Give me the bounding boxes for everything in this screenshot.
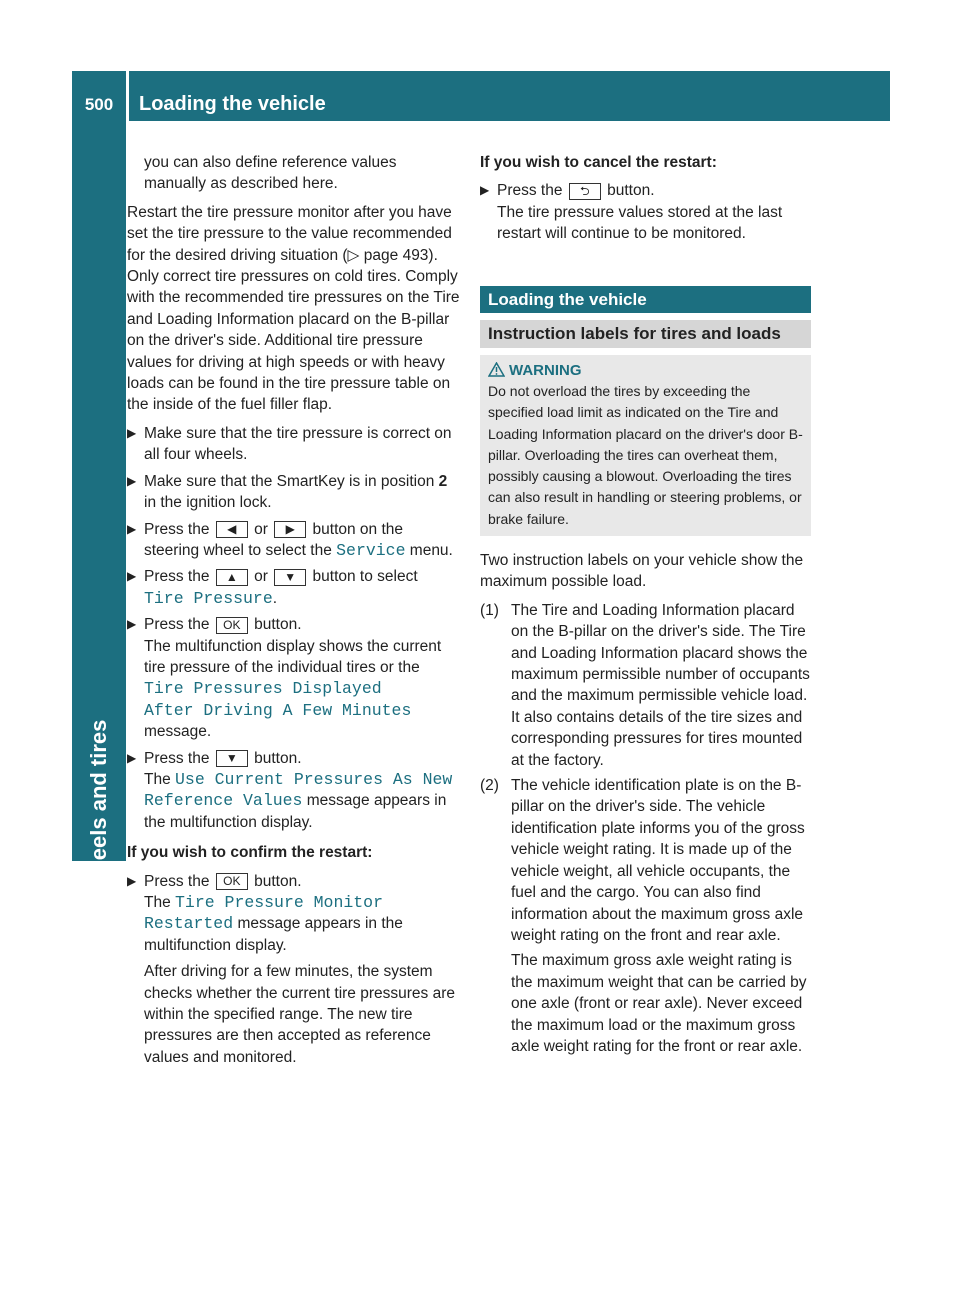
step-arrow-icon: ▶: [127, 521, 137, 536]
warning-title: WARNING: [509, 361, 582, 379]
section-tab: [72, 121, 126, 895]
step-press-down: ▶ Press the ▼ button. The Use Current Pressures As New Reference Values message appears in the multifunction display.: [127, 749, 453, 831]
display-message-restarted: Tire Pressure Monitor: [175, 893, 383, 912]
subsection-title: Instruction labels for tires and loads: [480, 320, 811, 348]
step-arrow-icon: ▶: [480, 183, 490, 198]
after-driving-paragraph: After driving for a few minutes, the system checks whether the current tire pressures are within the specified range. The new tire pressures are then accepted as reference values and monitored.: [144, 963, 455, 1066]
list-item: (1) The Tire and Loading Information placard on the B-pillar on the driver's side. The Tire and Loading Information placard shows the maximum permissible number of occupants and the maximum permissible vehicle load. It also contains details of the tire sizes and corresponding pressures for tires mounted at the factory.: [480, 601, 810, 769]
left-arrow-key-icon: ◀: [216, 521, 248, 538]
display-message-tire-pressures: Tire Pressures Displayed: [144, 679, 382, 699]
step-check-pressure: ▶ Make sure that the tire pressure is correct on all four wheels.: [127, 424, 452, 464]
section-title: Loading the vehicle: [480, 286, 811, 313]
labels-intro: Two instruction labels on your vehicle show the maximum possible load.: [480, 552, 804, 591]
warning-box: [480, 355, 811, 536]
warning-triangle-icon: [488, 362, 505, 377]
chapter-title: Loading the vehicle: [139, 93, 326, 115]
right-arrow-key-icon: ▶: [274, 521, 306, 538]
step-cancel: ▶ Press the ⮌ button. The tire pressure values stored at the last restart will continue to be monitored.: [480, 182, 783, 243]
up-arrow-key-icon: ▲: [216, 569, 248, 586]
display-message-use-current: Use Current Pressures As New: [175, 769, 453, 789]
header-divider: [126, 71, 129, 121]
step-arrow-icon: ▶: [127, 617, 137, 632]
step-arrow-icon: ▶: [127, 873, 137, 888]
step-smartkey: ▶ Make sure that the SmartKey is in position 2 in the ignition lock.: [127, 472, 448, 512]
step-arrow-icon: ▶: [127, 750, 137, 765]
ok-key-icon: OK: [216, 873, 248, 890]
restart-paragraph: Restart the tire pressure monitor after you have set the tire pressure to the value recommended for the desired driving situation (▷ page 493). Only correct tire pressures on cold tires. Comply with the recommended tire pressures on the Tire and Loading Information placard on the B-pillar on the driver's side. Additional tire pressure values for driving at high speeds or with heavy loads can be found in the tire pressure table on the inside of the fuel filler flap.: [127, 203, 460, 414]
warning-text: Do not overload the tires by exceeding the specified load limit as indicated on the Tire and Loading Information placard on the driver's door B-pillar. Overloading the tires can overheat them, possibly causing a blowout. Overloading the tires can also result in handling or steering problems, or brake failure.: [488, 382, 803, 527]
service-menu-name: Service: [336, 540, 406, 560]
cancel-heading: If you wish to cancel the restart:: [480, 154, 717, 171]
step-press-ok: ▶ Press the OK button. The multifunction display shows the current tire pressure of the individual tires or the Tire Pressures Displayed After Driving A Few Minutes message.: [127, 616, 442, 741]
step-arrow-icon: ▶: [127, 569, 137, 584]
axle-weight-paragraph: The maximum gross axle weight rating is the maximum weight that can be carried by one axle (front or rear axle). Never exceed the maximum load or the maximum gross axle weight rating for the front or rear axle.: [511, 952, 807, 1055]
step-select-service: ▶ Press the ◀ or ▶ button on the steering wheel to select the Service menu.: [127, 520, 453, 560]
right-column: [480, 152, 811, 1064]
step-arrow-icon: ▶: [127, 473, 137, 488]
left-column: [127, 152, 462, 1075]
step-confirm-ok: ▶ Press the OK button. The Tire Pressure Monitor Restarted message appears in the multifunction display.: [127, 872, 403, 954]
page-number: 500: [84, 95, 114, 114]
step-select-tire-pressure: ▶ Press the ▲ or ▼ button to select Tire Pressure.: [127, 568, 418, 608]
ok-key-icon: OK: [216, 617, 248, 634]
section-tab-label: Wheels and tires: [86, 719, 111, 895]
step-arrow-icon: ▶: [127, 425, 137, 440]
down-arrow-key-icon: ▼: [216, 750, 248, 767]
down-arrow-key-icon: ▼: [274, 569, 306, 586]
page-header: [72, 71, 890, 121]
confirm-heading: If you wish to confirm the restart:: [127, 844, 373, 862]
tire-pressure-menu-name: Tire Pressure: [144, 588, 273, 608]
intro-continuation: you can also define reference values manually as described here.: [144, 154, 397, 193]
list-item: (2) The vehicle identification plate is on the B-pillar on the driver's side. The vehicle identification plate informs you of the gross vehicle weight rating. It is made up of the vehicle weight, all vehicle occupants, the fuel and the cargo. You can also find information about the maximum gross axle weight rating on the front and rear axle.: [480, 777, 805, 944]
back-key-icon: ⮌: [569, 183, 601, 200]
